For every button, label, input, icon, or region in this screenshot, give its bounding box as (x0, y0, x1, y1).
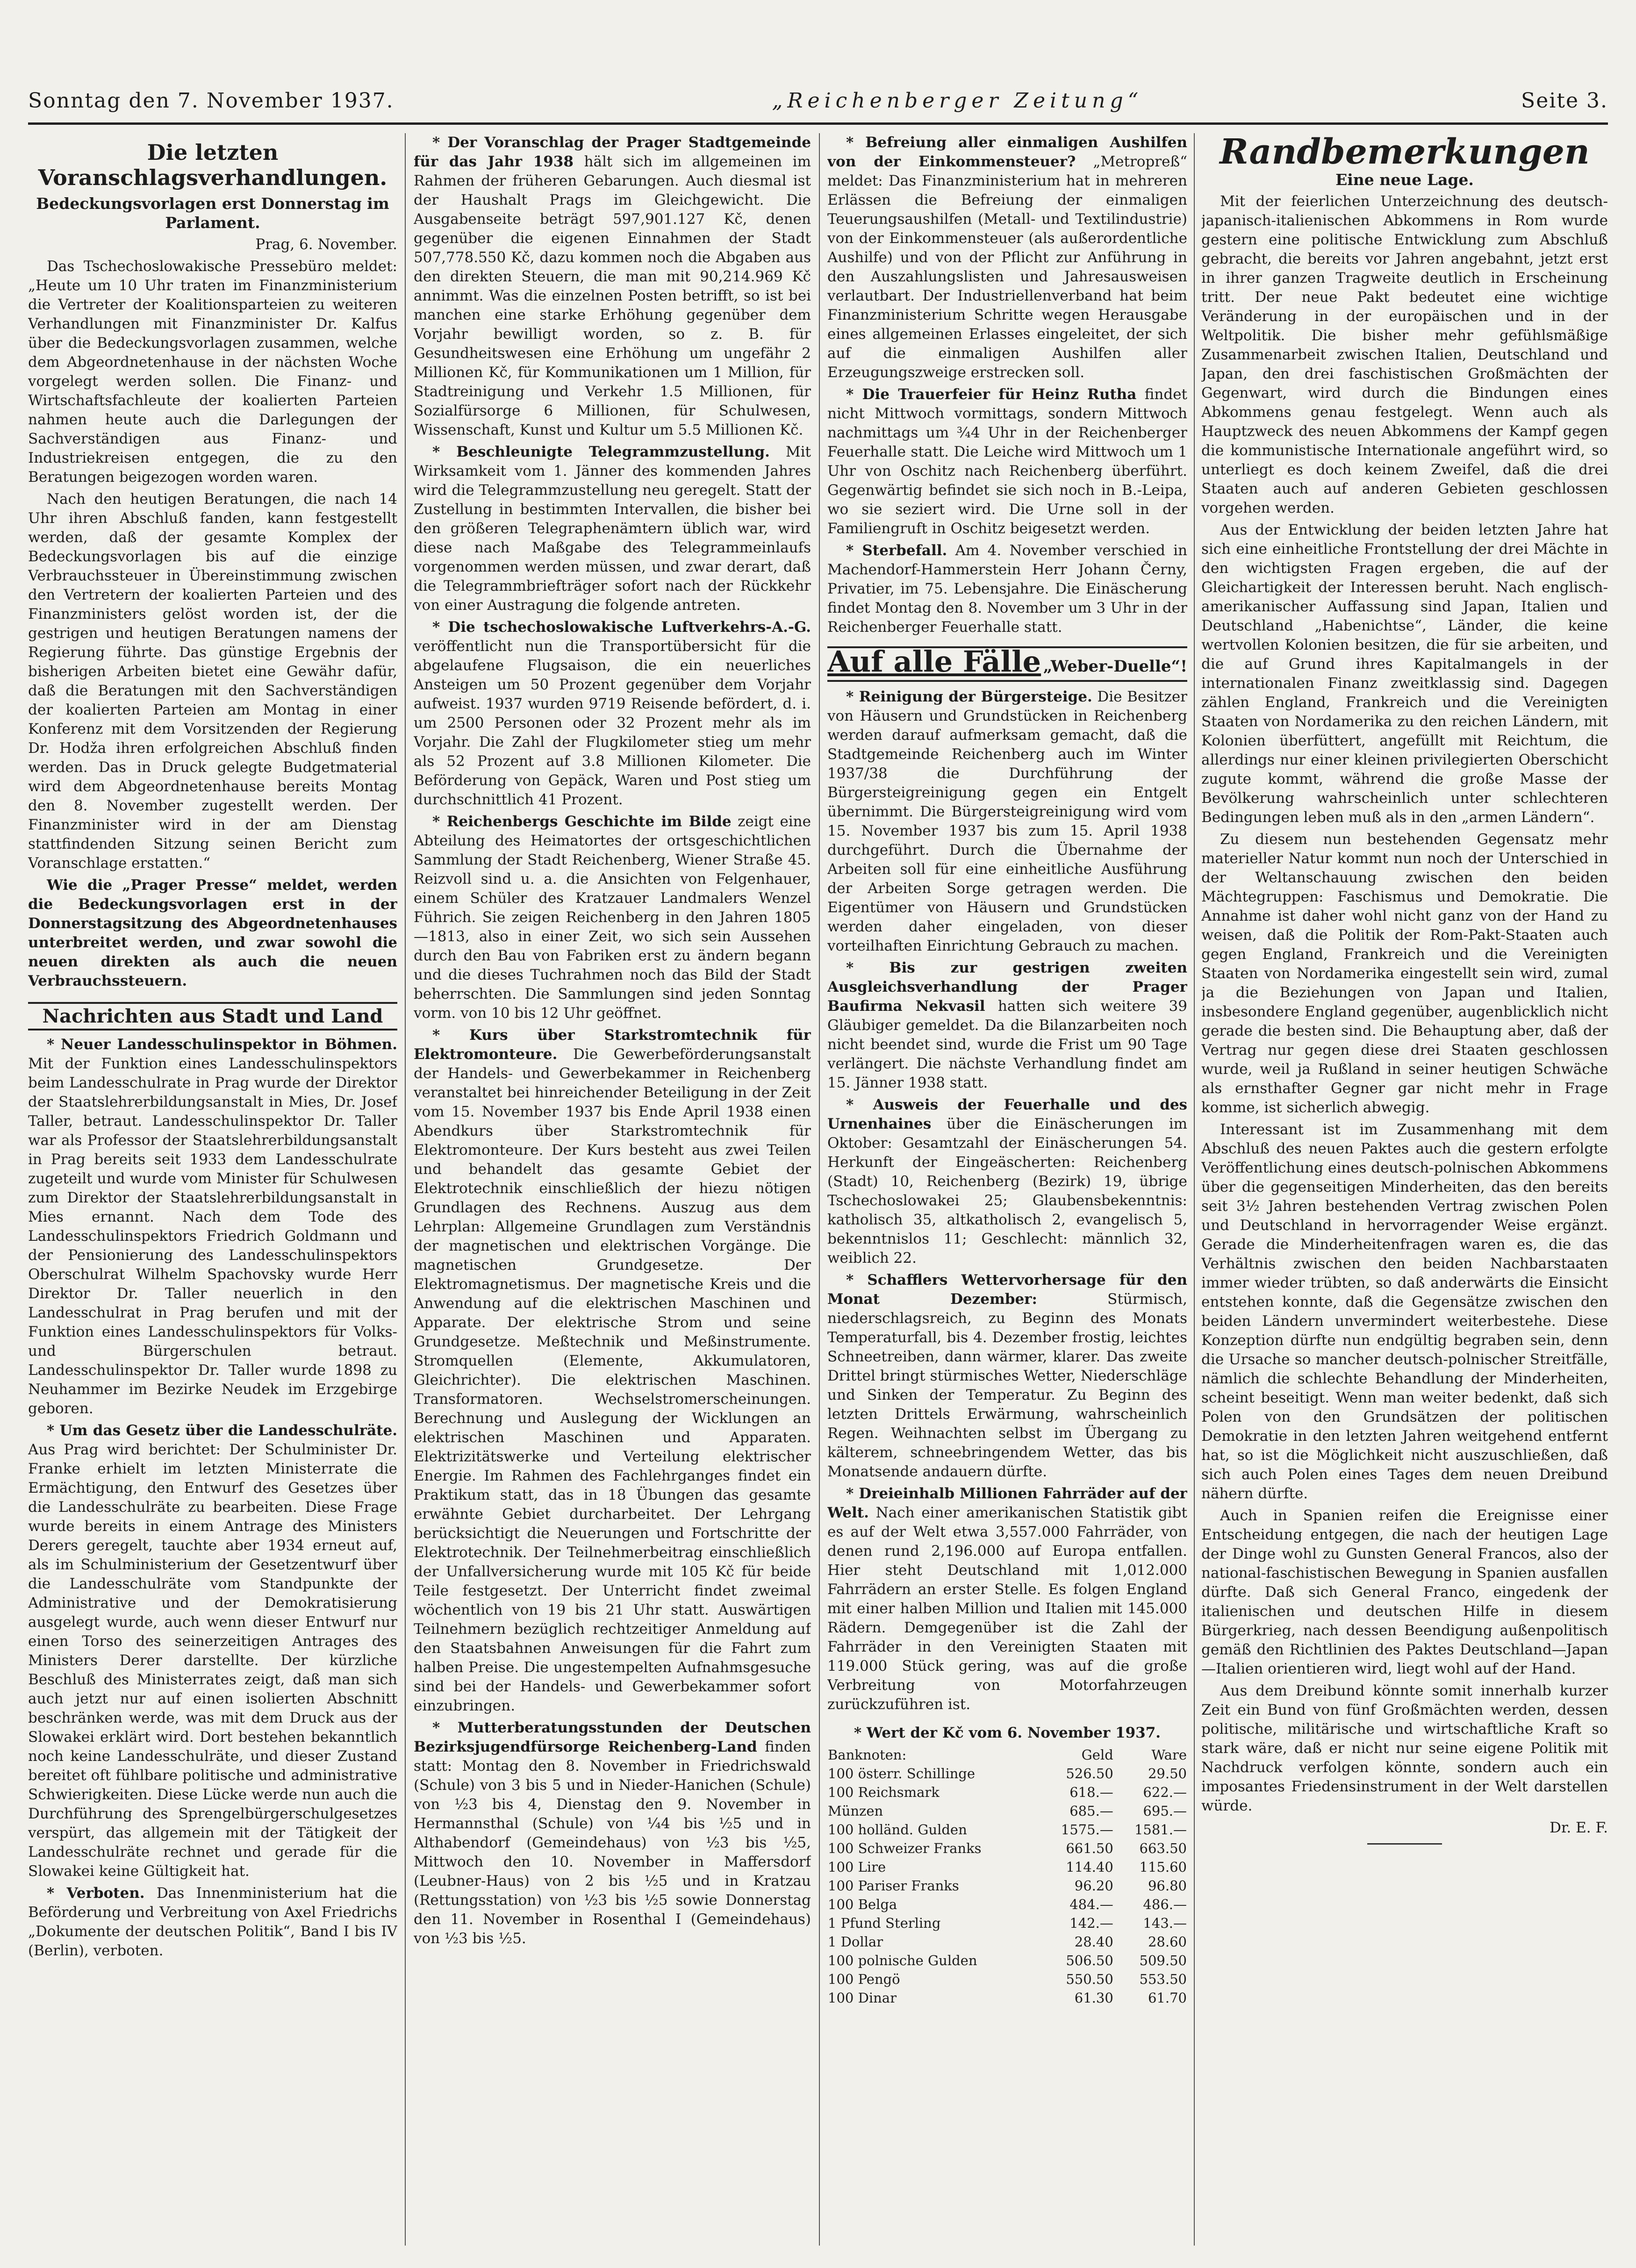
table-row (827, 1876, 1187, 1895)
advertisement-banner (827, 646, 1187, 682)
news-item-title: * Bis zur gestrigen zweiten Ausgleichsverhandlung der Prager Baufirma Nekvasil (827, 959, 1187, 1015)
currency-cell: 1 Pfund Sterling (828, 1915, 941, 1931)
news-item-title: * Dreieinhalb Millionen Fahrräder auf der Welt. (827, 1485, 1187, 1521)
headline-budget: Die letzten Voranschlagsverhandlungen. (38, 140, 387, 190)
section-heading: Nachrichten aus Stadt und Land (28, 1002, 397, 1030)
news-item (827, 385, 1187, 538)
masthead-rule (28, 122, 1608, 125)
table-row (827, 1820, 1187, 1839)
bid-cell: 618.— (1069, 1784, 1113, 1800)
news-item-title: * Schafflers Wettervorhersage für den Monat Dezember: (827, 1272, 1187, 1308)
bid-cell: 96.20 (1074, 1878, 1113, 1894)
column-3 (827, 133, 1187, 2246)
column-divider (1194, 133, 1195, 2246)
column-divider (405, 133, 406, 2246)
article-paragraph: Aus dem Dreibund könnte somit innerhalb kurzer Zeit ein Bund von fünf Großmächten werden, dessen politische, militärische und wirtschaftliche Kraft so stark wäre, daß er nicht nur seine eigene Politik mit Nachdruck verfolgen könnte, sondern auch ein imposantes Friedensinstrument in der Welt darstellen würde. (1201, 1682, 1608, 1814)
currency-cell: 100 Dinar (828, 1990, 897, 2006)
news-item (414, 812, 811, 1023)
ask-cell: 29.50 (1148, 1766, 1187, 1781)
news-item-title: * Der Voranschlag der Prager Stadtgemeinde für das Jahr 1938 (414, 134, 811, 170)
table-row (827, 1783, 1187, 1802)
table-header-row (827, 1746, 1187, 1764)
news-item-title: * Um das Gesetz über die Landesschulräte. (47, 1422, 397, 1439)
table-row (827, 1764, 1187, 1783)
news-item (827, 1095, 1187, 1268)
masthead (28, 79, 1608, 122)
news-item-text: „Metropreß“ meldet: Das Finanzministerium hat in mehreren Erlässen die Befreiung der einmaligen Teuerungsaushilfen (Metall- und Textilindustrie) von der Einkommensteuer (als außerordentliche Aushilfe) und von der Pflicht zur Anführung in den Auszahlungslisten und Jahresausweisen verlautbart. Der Industriellenverband hat beim Finanzministerium Schritte wegen Herausgabe eines allgemeinen Erlasses eingeleitet, der sich auf die einmaligen Aushilfen aller Erzeugungszweige erstrecken soll. (827, 153, 1187, 381)
ask-cell: 61.70 (1148, 1990, 1187, 2006)
news-item-text: Am 4. November verschied in Machendorf-Hammerstein Herr Johann Černy, Privatier, im 75. Lebensjahre. Die Einäscherung findet Montag den 8. November um 3 Uhr in der Reichenberger Feuerhalle statt. (827, 542, 1187, 636)
closing-rule (1367, 1843, 1442, 1845)
news-item-text: über die Einäscherungen im Oktober: Gesamtzahl der Einäscherungen 54. Herkunft der Eingeäscherten: Reichenberg (Stadt) 10, Reichenberg (Bezirk) 19, übrige Tschechoslowakei 25; Glaubensbekenntnis: katholisch 35, altkatholisch 2, evangelisch 5, bekenntnislos 11; Geschlecht: männlich 32, weiblich 22. (827, 1116, 1187, 1266)
news-item-title: * Ausweis der Feuerhalle und des Urnenhaines (827, 1096, 1187, 1132)
news-item (414, 618, 811, 809)
dateline: Prag, 6. November. (255, 236, 397, 253)
news-item (827, 541, 1187, 637)
news-item-text: Nach einer amerikanischen Statistik gibt es auf der Welt etwa 3,557.000 Fahrräder, von denen rund 2,196.000 auf Europa entfallen. Hier steht Deutschland mit 1,012.000 Fahrrädern an erster Stelle. Es folgen England mit einer halben Million und Italien mit 145.000 Rädern. Demgegenüber ist die Zahl der Fahrräder in den Vereinigten Staaten mit 119.000 Stück gering, was auf die große Verbreitung von Motorfahrzeugen zurückzuführen ist. (827, 1504, 1187, 1713)
column-2 (414, 133, 811, 2246)
currency-cell: 100 österr. Schillinge (828, 1766, 975, 1781)
commentary-subhead: Eine neue Lage. (1335, 171, 1474, 189)
bid-cell: 685.— (1069, 1803, 1113, 1819)
ask-cell: 28.60 (1148, 1934, 1187, 1950)
news-item (28, 1421, 397, 1881)
ask-cell: 553.50 (1139, 1971, 1187, 1987)
ask-cell: 486.— (1143, 1896, 1187, 1912)
news-item-text: Mit Wirksamkeit vom 1. Jänner des kommenden Jahres wird die Telegrammzustellung neu geregelt. Statt der Zustellung in bestimmten Intervallen, die bisher bei den größeren Telegraphenämtern üblich war, wird diese nach Maßgabe des Telegrammeinlaufs vorgenommen werden müssen, und zwar derart, daß die Telegrammbriefträger sofort nach der Rückkehr von einer Austragung die folgende antreten. (414, 444, 811, 614)
news-item (827, 133, 1187, 382)
table-row (827, 1951, 1187, 1970)
bid-cell: 506.50 (1066, 1953, 1113, 1968)
news-item-text: zeigt eine Abteilung des Heimatortes der ortsgeschichtlichen Sammlung der Stadt Reichenberg, Wiener Straße 45. Reizvoll sind u. a. die Ansichten von Felgenhauer, einem Schüler des Kratzauer Landmalers Wenzel Führich. Sie zeigen Reichenberg in den Jahren 1805—1813, also in einer Zeit, wo sich sein Aussehen durch den Bau von Fabriken erst zu ändern begann und die dieses Tuchrahmen noch das Bild der Stadt beherrschten. Die Sammlungen sind jeden Sonntag vorm. von 10 bis 12 Uhr geöffnet. (414, 813, 811, 1022)
currency-cell: Münzen (828, 1803, 883, 1819)
news-item-text: Das Innenministerium hat die Beförderung und Verbreitung von Axel Friedrichs „Dokumente der deutschen Politik“, Band I bis IV (Berlin), verboten. (28, 1885, 397, 1959)
table-row (827, 1895, 1187, 1914)
column-header: Geld (1081, 1747, 1113, 1763)
table-row (827, 1914, 1187, 1932)
news-item (414, 1718, 811, 1948)
news-item (827, 1484, 1187, 1714)
news-item-text: hält sich im allgemeinen im Rahmen der früheren Gebarungen. Auch diesmal ist der Haushalt Prags im Gleichgewicht. Die Ausgabenseite beträgt 597,901.127 Kč, denen gegenüber die eigenen Einnahmen der Stadt 507,778.550 Kč, dazu kommen noch die Abgaben aus den direkten Steuern, die man mit 90,214.969 Kč annimmt. Was die einzelnen Posten betrifft, so ist bei manchen eine starke Erhöhung gegenüber dem Vorjahr bewilligt worden, so z. B. für Gesundheitswesen eine Erhöhung um ungefähr 2 Millionen Kč, für Kommunikationen um 1 Million, für Stadtreinigung und Verkehr 1.5 Millionen, für Sozialfürsorge 6 Millionen, für Schulwesen, Wissenschaft, Kunst und Kultur um 5.5 Millionen Kč. (414, 153, 811, 438)
news-item (28, 1884, 397, 1960)
ask-cell: 96.80 (1148, 1878, 1187, 1894)
news-item (827, 1271, 1187, 1481)
news-item (28, 1035, 397, 1418)
bid-cell: 142.— (1069, 1915, 1113, 1931)
news-item (827, 959, 1187, 1093)
news-item-text: Mit der Funktion eines Landesschulinspektors beim Landesschulrate in Prag wurde der Direktor der Staatslehrerbildungsanstalt in Mies, Dr. Josef Taller, betraut. Landesschulinspektor Dr. Taller war als Professor der Staatslehrerbildungsanstalt in Prag bereits seit 1933 dem Landesschulrate zugeteilt und wurde vom Minister für Schulwesen zum Direktor der Staatslehrerbildungsanstalt in Mies ernannt. Nach dem Tode des Landesschulinspektors Friedrich Goldmann und der Pensionierung des Landesschulinspektors Oberschulrat Wilhelm Spachovsky wurde Herr Direktor Dr. Taller neuerlich in den Landesschulrat in Prag berufen und mit der Funktion eines Landesschulinspektors für Volks- und Bürgerschulen betraut. Landesschulinspektor Dr. Taller wurde 1898 zu Neuhammer im Bezirke Neudek im Erzgebirge geboren. (28, 1055, 397, 1417)
news-item-text: Stürmisch, niederschlagsreich, zu Beginn des Monats Temperaturfall, bis 4. Dezember frostig, leichtes Schneetreiben, dann wärmer, klarer. Das zweite Drittel bringt stürmisches Wetter, Niederschläge und Sinken der Temperatur. Zu Beginn des letzten Drittels Erwärmung, wahrscheinlich Regen. Weihnachten selbst im Übergang zu kälterem, schneebringendem Wetter, das bis Monatsende andauern dürfte. (827, 1291, 1187, 1480)
table-row (827, 1839, 1187, 1858)
article-paragraph: Interessant ist im Zusammenhang mit dem Abschluß des neuen Paktes auch die gestern erfolgte Veröffentlichung eines deutsch-polnischen Abkommens über die gegenseitigen Minderheiten, das den bereits seit 3½ Jahren bestehenden Vertrag zwischen Polen und Deutschland in hervorragender Weise ergänzt. Gerade die Minderheitenfragen waren es, die das Verhältnis zwischen den beiden Nachbarstaaten immer wieder trübten, so daß anderwärts die Einsicht entstehen konnte, daß die Gegensätze zwischen den beiden Ländern unvermindert weiterbestehe. Diese Konzeption dürfte nun endgültig begraben sein, denn die Ursache so mancher deutsch-polnischer Streitfälle, nämlich die schlechte Behandlung der Minderheiten, scheint beseitigt. Wenn man weiter bedenkt, daß sich Polen von den Grundsätzen der politischen Demokratie in den letzten Jahren weitgehend entfernt hat, so ist die Möglichkeit nicht auszuschließen, daß sich auch Polen eines Tages dem neuen Dreibund nähern dürfte. (1201, 1121, 1608, 1502)
news-item-text: veröffentlicht nun die Transportübersicht für die abgelaufene Flugsaison, die ein neuerliches Ansteigen um 50 Prozent gegenüber dem Vorjahr aufweist. 1937 wurden 9719 Reisende befördert, d. i. um 2500 Personen oder 32 Prozent mehr als im Vorjahr. Die Zahl der Flugkilometer stieg um mehr als 52 Prozent auf 3.8 Millionen Kilometer. Die Beförderung von Gepäck, Waren und Post stieg um durchschnittlich 41 Prozent. (414, 638, 811, 808)
bid-cell: 550.50 (1066, 1971, 1113, 1987)
bid-cell: 1575.— (1061, 1822, 1113, 1838)
bid-cell: 61.30 (1074, 1990, 1113, 2006)
table-row (827, 1932, 1187, 1951)
commentary-title: Randbemerkungen (1220, 133, 1590, 172)
banner-subtitle: „Weber-Duelle“! (1043, 657, 1187, 676)
news-item-text: Die Gewerbeförderungsanstalt der Handels- und Gewerbekammer in Reichenberg veranstaltet bei hinreichender Beteiligung in der Zeit vom 15. November 1937 bis Ende April 1938 einen Abendkurs über Starkstromtechnik für Elektromonteure. Der Kurs besteht aus zwei Teilen und behandelt das gesamte Gebiet der Elektrotechnik einschließlich der hiezu nötigen Grundlagen des Rechnens. Auszug aus dem Lehrplan: Allgemeine Grundlagen zum Verständnis der magnetischen und elektrischen Vorgänge. Die magnetischen Grundgesetze. Der Elektromagnetismus. Der magnetische Kreis und die Anwendung auf die elektrischen Maschinen und Apparate. Der elektrische Strom und seine Grundgesetze. Meßtechnik und Meßinstrumente. Stromquellen (Elemente, Akkumulatoren, Gleichrichter). Die elektrischen Maschinen. Transformatoren. Wechselstromerscheinungen. Berechnung und Auslegung der Wicklungen an elektrischen Maschinen und Apparaten. Elektrizitätswerke und Verteilung elektrischer Energie. Im Rahmen des Fachlehrganges findet ein Praktikum statt, das in 18 Übungen das gesamte erwähnte Gebiet durcharbeitet. Der Lehrgang berücksichtigt die Neuerungen und Fortschritte der Elektrotechnik. Der Teilnehmerbeitrag einschließlich der Unfallversicherung wurde mit 105 Kč für beide Teile festgesetzt. Der Unterricht findet zweimal wöchentlich von 19 bis 21 Uhr statt. Auswärtigen Teilnehmern bezüglich rechtzeitiger Anmeldung auf den Staatsbahnen Anweisungen für die Fahrt zum halben Preise. Die ungestempelten Aufnahmsgesuche sind bei der Handels- und Gewerbekammer sofort einzubringen. (414, 1046, 811, 1714)
news-item-title: * Beschleunigte Telegrammzustellung. (432, 444, 770, 460)
article-paragraph: Mit der feierlichen Unterzeichnung des deutsch-japanisch-italienischen Abkommens in Rom wurde gestern eine politische Entwicklung zum Abschluß gebracht, die bereits vor Jahren angebahnt, jetzt erst in ihrer ganzen Tragweite deutlich in Erscheinung tritt. Der neue Pakt bedeutet eine wichtige Veränderung in der europäischen und in der Weltpolitik. Die bisher mehr gefühlsmäßige Zusammenarbeit zwischen Italien, Deutschland und Japan, den drei faschistischen Großmächten der Gegenwart, wird durch die Bindungen eines Abkommens genau festgelegt. Wenn auch als Hauptzweck des neuen Abkommens der Kampf gegen die kommunistische Internationale angeführt wird, so unterliegt es doch keinem Zweifel, daß die drei Staaten auch auf anderen Gebieten geschlossen vorgehen werden. (1201, 193, 1608, 516)
currency-cell: 100 Lire (828, 1859, 886, 1875)
column-divider (819, 133, 820, 2246)
newspaper-title: „Reichenberger Zeitung“ (772, 88, 1143, 113)
currency-cell: 100 Pengö (828, 1971, 900, 1987)
subheadline-budget: Bedeckungsvorlagen erst Donnerstag im Parlament. (36, 194, 389, 232)
news-item-text: Aus Prag wird berichtet: Der Schulminister Dr. Franke erhielt im letzten Ministerrate die Ermächtigung, den Entwurf des Gesetzes über die Landesschulräte zu bearbeiten. Diese Frage wurde bereits in einem Antrage des Ministers Derers geregelt, tauchte aber 1934 erneut auf, als im Schulministerium der Gesetzentwurf über die Landesschulräte vom Standpunkte der Administrative und der Demokratisierung ausgelegt wurde, auch wenn dieser Entwurf nur einen Torso des seinerzeitigen Antrages des Ministers Derer darstellte. Der kürzliche Beschluß des Ministerrates zeigt, daß man sich auch jetzt nur auf einen isolierten Abschnitt beschränken werde, was mit dem Druck aus der Slowakei erklärt wird. Dort bestehen bekanntlich noch keine Landesschulräte, und dieser Zustand bereitet oft fühlbare politische und administrative Schwierigkeiten. Diese Lücke werde nun auch die Durchführung des Sprengelbürgerschulgesetzes verspürt, das allgemein mit der Tätigkeit der Landesschulräte rechnet und gerade für die Slowakei keine Gültigkeit hat. (28, 1441, 397, 1880)
news-item-title: * Reichenbergs Geschichte im Bilde (432, 813, 732, 830)
article-paragraph: Zu diesem nun bestehenden Gegensatz mehr materieller Natur kommt nun noch der Unterschied in der Weltanschauung zwischen den beiden Mächtegruppen: Faschismus und Demokratie. Die Annahme ist daher wohl nicht ganz von der Hand zu weisen, daß die Politik der Rom-Pakt-Staaten auch gegen England, Frankreich und die Vereinigten Staaten von Nordamerika eingestellt sein wird, zumal ja die Beziehungen von Japan und Italien, insbesondere England gegenüber, augenblicklich nicht gerade die besten sind. Die Behauptung aber, daß der Vertrag nur gegen diese drei Staaten geschlossen wurde, weil ja Rußland in seiner heutigen Schwäche als ernsthafter Gegner gar nicht mehr in Frage komme, ist sicherlich abwegig. (1201, 831, 1608, 1116)
table-row (827, 1858, 1187, 1876)
news-item-title: * Verboten. (47, 1885, 145, 1902)
news-item (827, 687, 1187, 956)
news-item-title: * Kurs über Starkstromtechnik für Elektromonteure. (414, 1027, 811, 1063)
bid-cell: 28.40 (1074, 1934, 1113, 1950)
exchange-rates-table (827, 1746, 1187, 2007)
banner-title: Auf alle Fälle (827, 644, 1041, 679)
news-item (414, 133, 811, 440)
currency-cell: 1 Dollar (828, 1934, 883, 1950)
currency-cell: 100 Belga (828, 1896, 897, 1912)
ask-cell: 695.— (1143, 1803, 1187, 1819)
author-signature: Dr. E. F. (1550, 1819, 1608, 1836)
ask-cell: 663.50 (1139, 1840, 1187, 1856)
news-item-title: * Reinigung der Bürgersteige. (846, 688, 1092, 705)
ask-cell: 115.60 (1139, 1859, 1187, 1875)
news-item (414, 1026, 811, 1716)
ask-cell: 143.— (1143, 1915, 1187, 1931)
article-paragraph: Nach den heutigen Beratungen, die nach 14 Uhr ihren Abschluß fanden, kann festgestellt werden, daß der gesamte Komplex der Bedeckungsvorlagen bis auf die einzige Verbrauchssteuer in Übereinstimmung zwischen den Vertretern der koalierten Parteien und des Finanzministers gelöst worden ist, der die gestrigen und heutigen Beratungen namens der Regierung führte. Das günstige Ergebnis der bisherigen Arbeiten bietet eine Gewähr dafür, daß die Beratungen mit den Sachverständigen der koalierten Parteien am Montag in einer Konferenz mit dem Vorsitzenden der Regierung Dr. Hodža ihren erfolgreichen Abschluß finden werden. Das in Druck gelegte Budgetmaterial wird dem Abgeordnetenhause bereits Montag den 8. November zugestellt werden. Der Finanzminister wird in der am Dienstag stattfindenden Sitzung seinen Bericht zum Voranschlage erstatten.“ (28, 491, 397, 872)
article-paragraph: Aus der Entwicklung der beiden letzten Jahre hat sich eine einheitliche Frontstellung der drei Mächte in den wichtigsten Fragen ergeben, die auf der Gleichartigkeit der Interessen beruht. Nach englisch-amerikanischer Auffassung sind Japan, Italien und Deutschland „Habenichtse“, Länder, die keine wertvollen Kolonien besitzen, die für sie arbeiten, und die auf Grund ihres Kapitalmangels in der internationalen Finanz zweitklassig sind. Dagegen zählen England, Frankreich und die Vereinigten Staaten von Nordamerika zu den reichen Ländern, mit Kolonien überfüttert, angefüllt mit Reichtum, die allerdings nur einer kleinen privilegierten Oberschicht zugute kommt, während die große Masse der Bevölkerung wahrscheinlich unter schlechteren Bedingungen leben muß als in den „armen Ländern“. (1201, 522, 1608, 826)
article-paragraph: Das Tschechoslowakische Pressebüro meldet: „Heute um 10 Uhr traten im Finanzministerium die Vertreter der Koalitionsparteien zu weiteren Verhandlungen mit Finanzminister Dr. Kalfus über die Bedeckungsvorlagen zusammen, welche dem Abgeordnetenhause in der nächsten Woche vorgelegt werden sollen. Die Finanz- und Wirtschaftsfachleute der koalierten Parteien nahmen heute auch die Darlegungen der Sachverständigen aus Finanz- und Industriekreisen entgegen, die zu den Beratungen beigezogen worden waren. (28, 258, 397, 486)
exchange-rates-title: * Wert der Kč vom 6. November 1937. (854, 1724, 1161, 1741)
news-item-title: * Neuer Landesschulinspektor in Böhmen. (47, 1036, 397, 1053)
bid-cell: 661.50 (1066, 1840, 1113, 1856)
column-header: Banknoten: (828, 1747, 907, 1763)
page-number: Seite 3. (1521, 88, 1608, 113)
bid-cell: 484.— (1069, 1896, 1113, 1912)
issue-date: Sonntag den 7. November 1937. (28, 88, 394, 113)
news-item (414, 443, 811, 615)
column-4 (1201, 133, 1608, 2246)
table-row (827, 1802, 1187, 1820)
news-item-text: findet nicht Mittwoch vormittags, sondern Mittwoch nachmittags um ¾4 Uhr in der Reichenberger Feuerhalle statt. Die Leiche wird Mittwoch um 1 Uhr von Oschitz nach Reichenberg überführt. Gegenwärtig befindet sie sich noch in B.-Leipa, wo sie seziert wird. Die Urne soll in der Familiengruft in Oschitz beigesetzt werden. (827, 386, 1187, 537)
table-row (827, 1989, 1187, 2007)
ask-cell: 622.— (1143, 1784, 1187, 1800)
currency-cell: 100 Pariser Franks (828, 1878, 959, 1894)
article-paragraph: Wie die „Prager Presse“ meldet, werden die Bedeckungsvorlagen erst in der Donnerstagsitzung des Abgeordnetenhauses unterbreitet werden, und zwar sowohl die neuen direkten als auch die neuen Verbrauchssteuern. (28, 877, 397, 989)
ask-cell: 509.50 (1139, 1953, 1187, 1968)
article-paragraph: Auch in Spanien reifen die Ereignisse einer Entscheidung entgegen, die nach der heutigen Lage der Dinge wohl zu Gunsten General Francos, also der national-faschistischen Bewegung in Spanien ausfallen dürfte. Daß sich General Franco, eingedenk der italienischen und deutschen Hilfe in diesem Bürgerkrieg, nach dessen Beendigung außenpolitisch gemäß den Richtlinien des Paktes Deutschland—Japan—Italien orientieren wird, liegt wohl auf der Hand. (1201, 1507, 1608, 1677)
news-item-title: * Befreiung aller einmaligen Aushilfen von der Einkommensteuer? (827, 134, 1187, 170)
news-item-title: * Sterbefall. (846, 542, 947, 559)
news-item-title: * Mutterberatungsstunden der Deutschen Bezirksjugendfürsorge Reichenberg-Land (414, 1719, 811, 1755)
news-item-text: finden statt: Montag den 8. November in Friedrichswald (Schule) von 3 bis 5 und in Nieder-Hanichen (Schule) von ½3 bis 4, Dienstag den 9. November in Hermannsthal (Schule) von ¼4 bis ½5 und in Althabendorf (Gemeindehaus) von ½3 bis ½5, Mittwoch den 10. November in Maffersdorf (Leubner-Haus) von 2 bis ½5 und in Kratzau (Rettungsstation) von ½3 bis ½5 sowie Donnerstag den 11. November in Rosenthal I (Gemeindehaus) von ½3 bis ½5. (414, 1739, 811, 1947)
column-header: Ware (1151, 1747, 1187, 1763)
news-item-title: * Die tschechoslowakische Luftverkehrs-A.-G. (432, 619, 811, 636)
rates-body (827, 1764, 1187, 2007)
column-1 (28, 133, 397, 2246)
news-item-text: hatten sich weitere 39 Gläubiger gemeldet. Da die Bilanzarbeiten noch nicht beendet sind, wurde die Frist um 90 Tage verlängert. Die nächste Verhandlung findet am 15. Jänner 1938 statt. (827, 998, 1187, 1091)
currency-cell: 100 polnische Gulden (828, 1953, 977, 1968)
bid-cell: 526.50 (1066, 1766, 1113, 1781)
ask-cell: 1581.— (1134, 1822, 1187, 1838)
currency-cell: 100 holländ. Gulden (828, 1822, 967, 1838)
news-item-text: Die Besitzer von Häusern und Grundstücken in Reichenberg werden darauf aufmerksam gemacht, daß die Stadtgemeinde Reichenberg auch im Winter 1937/38 die Durchführung der Bürgersteigreinigung gegen ein Entgelt übernimmt. Die Bürgersteigreinigung wird vom 15. November 1937 bis zum 15. April 1938 durchgeführt. Durch die Übernahme der Arbeiten soll für eine einheitliche Ausführung der Arbeiten Sorge getragen werden. Die Eigentümer von Häusern und Grundstücken werden daher eingeladen, von dieser vorteilhaften Einrichtung Gebrauch zu machen. (827, 688, 1187, 954)
currency-cell: 100 Schweizer Franks (828, 1840, 982, 1856)
news-item-title: * Die Trauerfeier für Heinz Rutha (846, 386, 1137, 403)
bid-cell: 114.40 (1066, 1859, 1113, 1875)
currency-cell: 100 Reichsmark (828, 1784, 940, 1800)
table-row (827, 1970, 1187, 1989)
